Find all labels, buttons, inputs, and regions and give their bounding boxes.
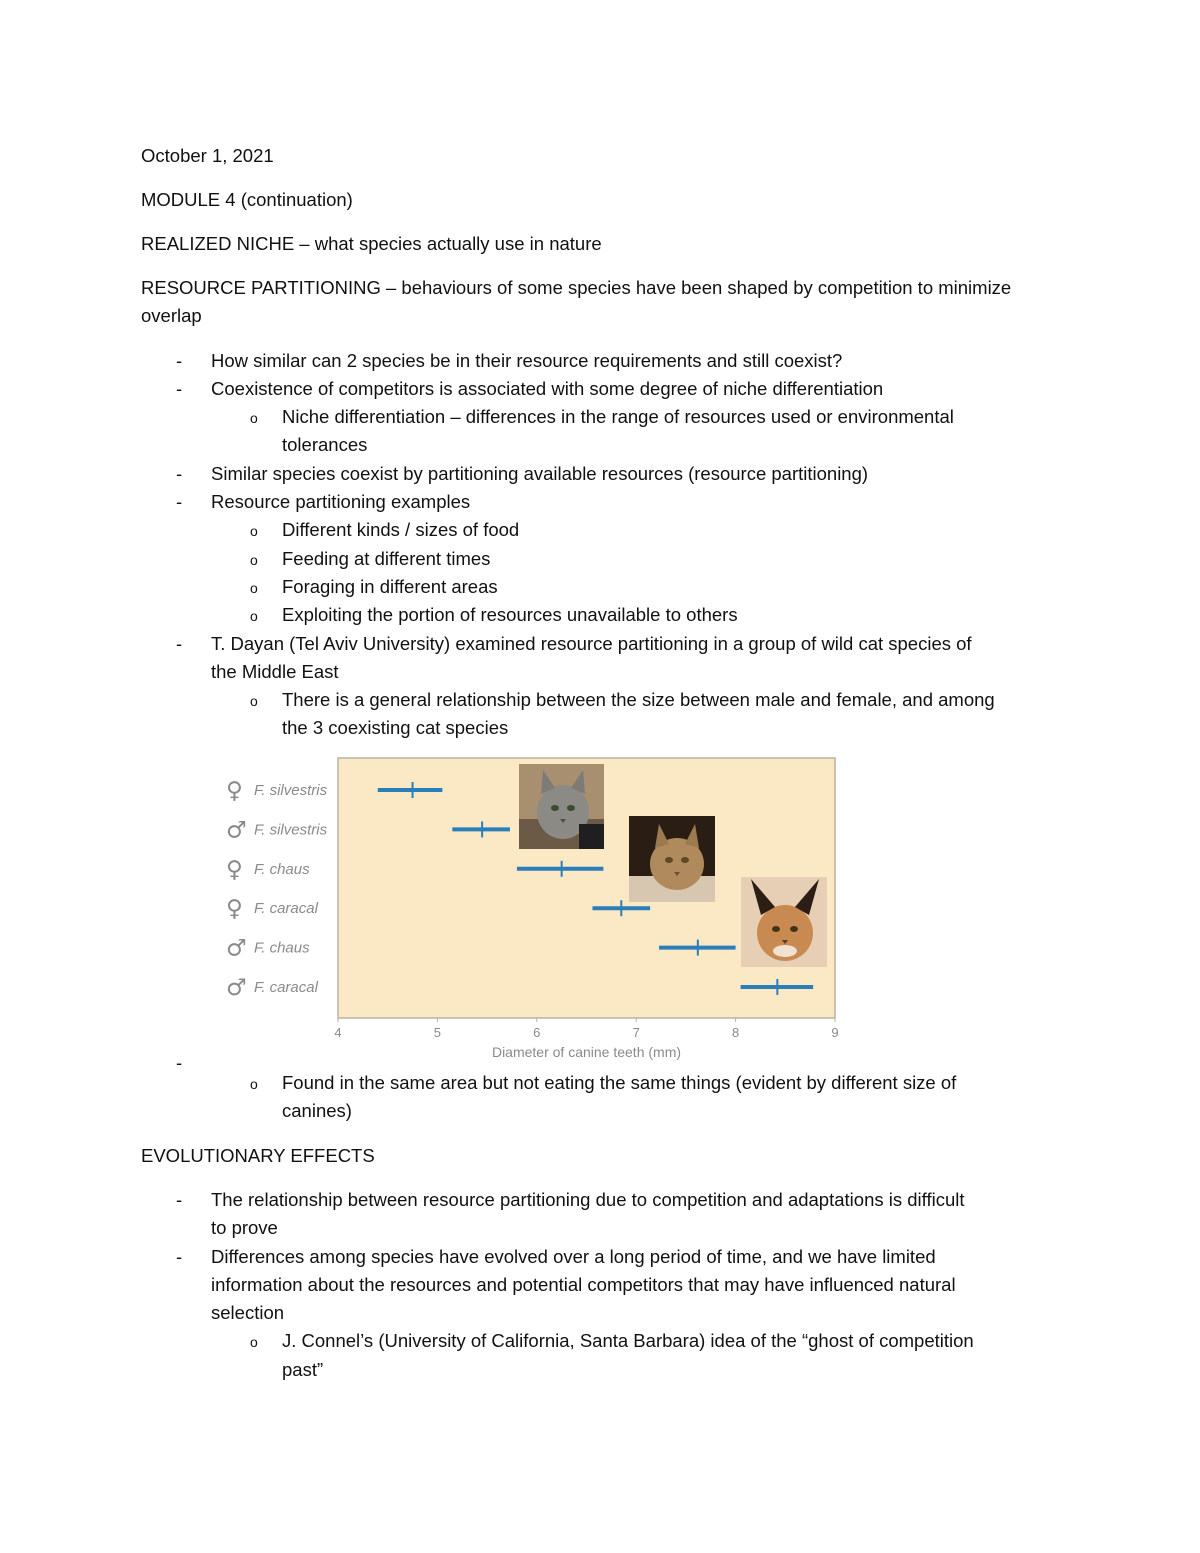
x-tick-label: 7 [632,1025,640,1040]
date: October 1, 2021 [141,145,274,166]
sex-symbol: ♂ [226,935,247,962]
dash-marker: - [176,350,183,371]
species-label: F. chaus [254,860,310,878]
sub-bullet-item: Found in the same area but not eating the same things (evident by different size of [282,1072,957,1093]
module-title: MODULE 4 (continuation) [141,189,353,210]
species-label: F. chaus [254,939,310,957]
sex-symbol: ♀ [226,778,243,804]
sub-bullet-item-cont: tolerances [282,434,368,455]
sub-bullet-item: Niche differentiation – differences in the range of resources used or environmental [282,406,954,427]
canine-teeth-figure [220,752,860,1062]
evolutionary-effects-heading: EVOLUTIONARY EFFECTS [141,1145,375,1166]
species-label: F. caracal [254,900,318,918]
realized-niche-definition: REALIZED NICHE – what species actually use in nature [141,233,602,254]
resource-partitioning-definition: RESOURCE PARTITIONING – behaviours of some species have been shaped by competition to minimize [141,277,1012,298]
x-tick-label: 6 [533,1025,541,1040]
x-tick-label: 8 [731,1025,740,1040]
bullet-item: Similar species coexist by partitioning available resources (resource partitioning) [211,463,869,484]
resource-partitioning-definition-cont: overlap [141,305,202,326]
sub-bullet-marker: o [250,1334,258,1350]
sex-symbol: ♀ [226,856,243,883]
bullet-item-cont: selection [211,1302,285,1323]
jungle-cat-photo [629,816,715,902]
sex-symbol: ♂ [226,975,247,1001]
species-label: F. silvestris [254,821,328,839]
dash-marker: - [176,463,183,484]
sex-symbol: ♂ [226,817,247,844]
sub-bullet-marker: o [250,580,258,596]
sub-bullet-marker: o [250,552,258,568]
x-axis-label: Diameter of canine teeth (mm) [491,1044,682,1060]
sub-bullet-item: Exploiting the portion of resources unavailable to others [282,604,738,625]
species-label: F. caracal [254,979,318,996]
sex-symbol: ♀ [226,896,243,923]
bullet-item: Coexistence of competitors is associated with some degree of niche differentiation [211,378,884,399]
x-tick-label: 4 [334,1025,342,1040]
bullet-item: The relationship between resource partitioning due to competition and adaptations is difficult [211,1189,965,1210]
sub-bullet-item-cont: canines) [282,1100,352,1121]
dash-marker: - [176,378,183,399]
dash-marker: - [176,1246,183,1267]
dash-marker: - [176,633,183,654]
sub-bullet-item: There is a general relationship between the size between male and female, and among [282,689,995,710]
wildcat-photo [519,764,604,849]
sub-bullet-marker: o [250,1076,258,1092]
dash-marker: - [176,1052,183,1073]
sub-bullet-item-cont: the 3 coexisting cat species [282,717,509,738]
sub-bullet-marker: o [250,523,258,539]
caracal-photo [741,877,827,967]
sub-bullet-marker: o [250,608,258,624]
bullet-item: T. Dayan (Tel Aviv University) examined resource partitioning in a group of wild cat species of [211,633,972,654]
sub-bullet-item: Foraging in different areas [282,576,498,597]
bullet-item-cont: information about the resources and potential competitors that may have influenced natural [211,1274,956,1295]
dash-marker: - [176,491,183,512]
x-tick-label: 9 [831,1025,839,1040]
x-tick-label: 5 [433,1025,442,1040]
sub-bullet-item-cont: past” [282,1359,324,1380]
sub-bullet-marker: o [250,410,258,426]
sub-bullet-item: J. Connel’s (University of California, Santa Barbara) idea of the “ghost of competition [282,1330,974,1351]
bullet-item: Differences among species have evolved over a long period of time, and we have limited [211,1246,936,1267]
bullet-item-cont: the Middle East [211,661,339,682]
sub-bullet-marker: o [250,693,258,709]
bullet-item-cont: to prove [211,1217,278,1238]
sub-bullet-item: Different kinds / sizes of food [282,519,520,540]
species-label: F. silvestris [254,782,328,799]
dash-marker: - [176,1189,183,1210]
bullet-item: Resource partitioning examples [211,491,471,512]
sub-bullet-item: Feeding at different times [282,548,491,569]
bullet-item: How similar can 2 species be in their resource requirements and still coexist? [211,350,843,371]
